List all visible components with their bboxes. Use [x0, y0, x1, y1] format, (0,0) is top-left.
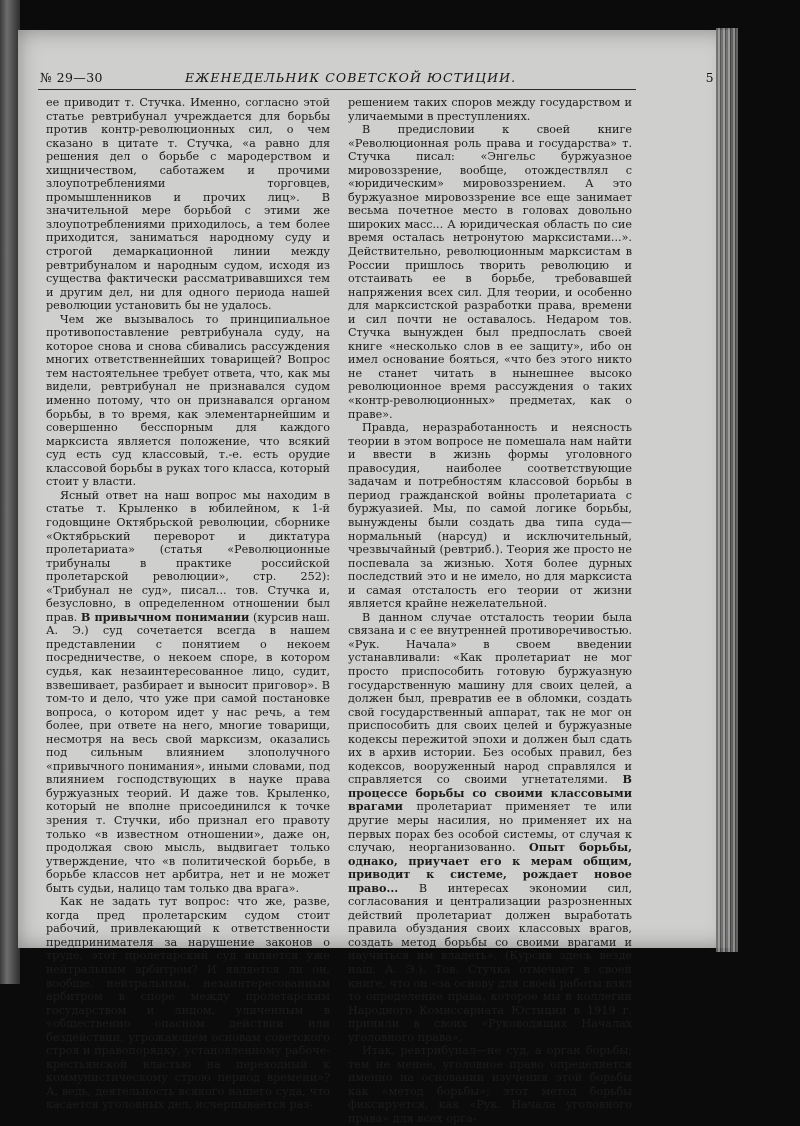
paragraph [348, 123, 632, 421]
page-edges [716, 28, 738, 952]
paragraph-text: (курсив наш. А. Э.) суд сочетается всегда в нашем представлении с понятием о некоем посредничестве, о некоем споре, в котором судья, как незаинтересованное лицо, судит, взвешивает, разбирает и выносит приговор». В том-то и дело, что уже при самой постановке вопроса, о котором идет у нас речь, а тем более, при ответе на него, многие товарищи, несмотря на весь свой марксизм, оказались под сильным влиянием злополучного «привычного понимания», иными словами, под влиянием господствующих в науке права буржуазных теорий. И даже тов. Крыленко, который не вполне присоединился к точке зрения т. Стучки, ибо признал его правоту только «в известном отношении», даже он, продолжая свою мысль, выдвигает только утверждение, что «в политической борьбе, в борьбе классов нет арбитра, нет и не может быть судьи, налицо там только два врага». [46, 610, 330, 895]
page-number: 5 [705, 70, 714, 85]
paragraph-text: Как не задать тут вопрос: что же, разве, когда пред пролетарским судом стоит рабочий, привлекающий к ответственности предпринимателя за нарушение законов о труде, этот пролетарский суд является уже нейтральным арбитром? И является ли он, вообще, нейтральным, незаинтересованным арбитром в споре между пролетарским государством и лицом, уличенным в «общественно опасном действии или бездействии, угрожающем основам советского строя и правопорядку, установленному рабоче-крестьянской властью на переходный к коммунистическому строю период времени»? А, ведь, деятельность всякого нашего суда, что касается уголовных дел, исчерпывается раз- [46, 895, 330, 1112]
paragraph [348, 421, 632, 611]
paragraph-text: ее приводит т. Стучка. Именно, согласно этой статье ревтрибунал учреждается для борьбы против контр-революционных сил, о чем сказано в цитате т. Стучка, «а равно для решения дел о борьбе с мародерством и хищничеством, саботажем и прочими злоупотреблениями торговцев, промышленников и прочих лиц». В значительной мере борьбой с этими же злоупотреблениями приходилось, а тем более приходится, заниматься народному суду и строгой демаркационной линии между ревтрибуналом и народным судом, исходя из существа фактически рассматривавшихся тем и другим дел, ни для одного периода нашей революции установить бы не удалось. [46, 96, 330, 313]
left-column [46, 96, 330, 1112]
emphasis-text: В процессе борьбы со своими классовыми врагами [348, 772, 632, 814]
right-column [348, 96, 633, 1126]
emphasis-text: Опыт борьбы, однако, приучает его к мерам общим, приводит к системе, рождает новое право... [348, 840, 632, 895]
paragraph-text: В данном случае отсталость теории была связана и с ее внутренней противоречивостью. «Рук. Начала» в своем введении устанавливали: «Как пролетариат не мог просто приспособить готовую буржуазную государственную машину для своих целей, а должен был, превратив ее в обломки, создать свой государственный аппарат, так не мог он приспособить для своих целей и буржуазные кодексы пережитой эпохи и должен был сдать их в архив истории. Без особых правил, без кодексов, вооруженный народ справлялся и справляется со своими угнетателями. [348, 610, 632, 787]
paragraph-text: решением таких споров между государством и уличаемыми в преступлениях. [348, 96, 632, 123]
header-rule [38, 89, 636, 90]
running-header [40, 70, 714, 88]
paragraph-text: В предисловии к своей книге «Революционная роль права и государства» т. Стучка писал: «Энгельс буржуазное мировоззрение, вообще, отождествлял с «юридическим» мировоззрением. А это буржуазное мировоззрение все еще занимает весьма почетное место в головах довольно широких масс... А юридическая область по сие время осталась нетронутою марксистами...». Действительно, революционным марксистам в России пришлось творить революцию и отстаивать ее в борьбе, требовавшей напряжения всех сил. Для теории, и особенно для марксистской разработки права, времени и сил почти не оставалось. Недаром тов. Стучка вынужден был предпослать своей книге «несколько слов в ее защиту», ибо он имел основание бояться, «что без этого никто не станет читать в нынешнее высоко революционное время рассуждения о таких «контр-революционных» предметах, как о праве». [348, 123, 632, 421]
paragraph-text: Итак, ревтрибунал—не суд, а орган борьбы; тем не менее, уголовное право определяется именно на основании изучения этой борьбы как «метод борьбы»; этот метод борьбы фиксируется, как «Рук. Начала уголовного права» для всех орга- [348, 1044, 632, 1126]
paragraph-text: В интересах экономии сил, согласования и централизации разрозненных действий пролетариат должен выработать правила обуздания своих классовых врагов, создать метод борьбы со своими врагами и научиться им владеть». (Курсив здесь везде наш. А. Э.). Тов. Стучка отмечает в своей книге, что он «за основу для своей работы взял то определение права, которое мы в коллегии Народного Комиссариата Юстиции в 1919 г. приняли в своих «Руководящих Началах уголовного права». [348, 881, 633, 1044]
paragraph-text: Ясный ответ на наш вопрос мы находим в статье т. Крыленко в юбилейном, к 1-й годовщине Октябрьской революции, сборнике «Октябрьский переворот и диктатура пролетариата» (статья «Революционные трибуналы в практике российской пролетарской революции», стр. 252): «Трибунал не суд», писал... тов. Стучка и, безусловно, в определенном отношении был прав. [46, 488, 330, 624]
paragraph [348, 1044, 632, 1125]
paragraph [348, 96, 632, 123]
book-spine [0, 0, 20, 984]
paragraph [46, 489, 330, 895]
paragraph-text: Чем же вызывалось то принципиальное противопоставление ревтрибунала суду, на которое снова и снова сбивались рассуждения многих ответственнейших товарищей? Вопрос тем настоятельнее требует ответа, что, как мы видели, ревтрибунал не признавался судом именно потому, что он признавался органом борьбы, в то время, как элементарнейшим и совершенно бесспорным для каждого марксиста является положение, что всякий суд есть суд классовый, т.-е. есть орудие классовой борьбы в руках того класса, который стоит у власти. [46, 312, 330, 489]
paragraph [46, 313, 330, 489]
journal-title: ЕЖЕНЕДЕЛЬНИК СОВЕТСКОЙ ЮСТИЦИИ. [185, 70, 517, 85]
paragraph [46, 895, 330, 1112]
issue-number: № 29—30 [40, 70, 103, 85]
paragraph-text: пролетариат применяет те или другие меры насилия, но применяет их на первых порах без особой системы, от случая к случаю, неорганизованно. [348, 800, 632, 855]
paragraph-text: Правда, неразработанность и неясность теории в этом вопросе не помешала нам найти и ввести в жизнь формы уголовного правосудия, наиболее соответствующие задачам и потребностям классовой борьбы в период гражданской войны пролетариата с буржуазией. Мы, по самой логике борьбы, вынуждены были создать два типа суда—нормальный (нарсуд) и исключительный, чрезвычайный (ревтриб.). Теория же просто не поспевала за жизнью. Хотя более дурных последствий это и не имело, но для марксиста и самая отсталость его теории от жизни является крайне нежелательной. [348, 421, 632, 611]
paragraph [348, 611, 632, 1045]
paragraph [46, 96, 330, 313]
emphasis-text: В привычном понимании [80, 609, 250, 624]
